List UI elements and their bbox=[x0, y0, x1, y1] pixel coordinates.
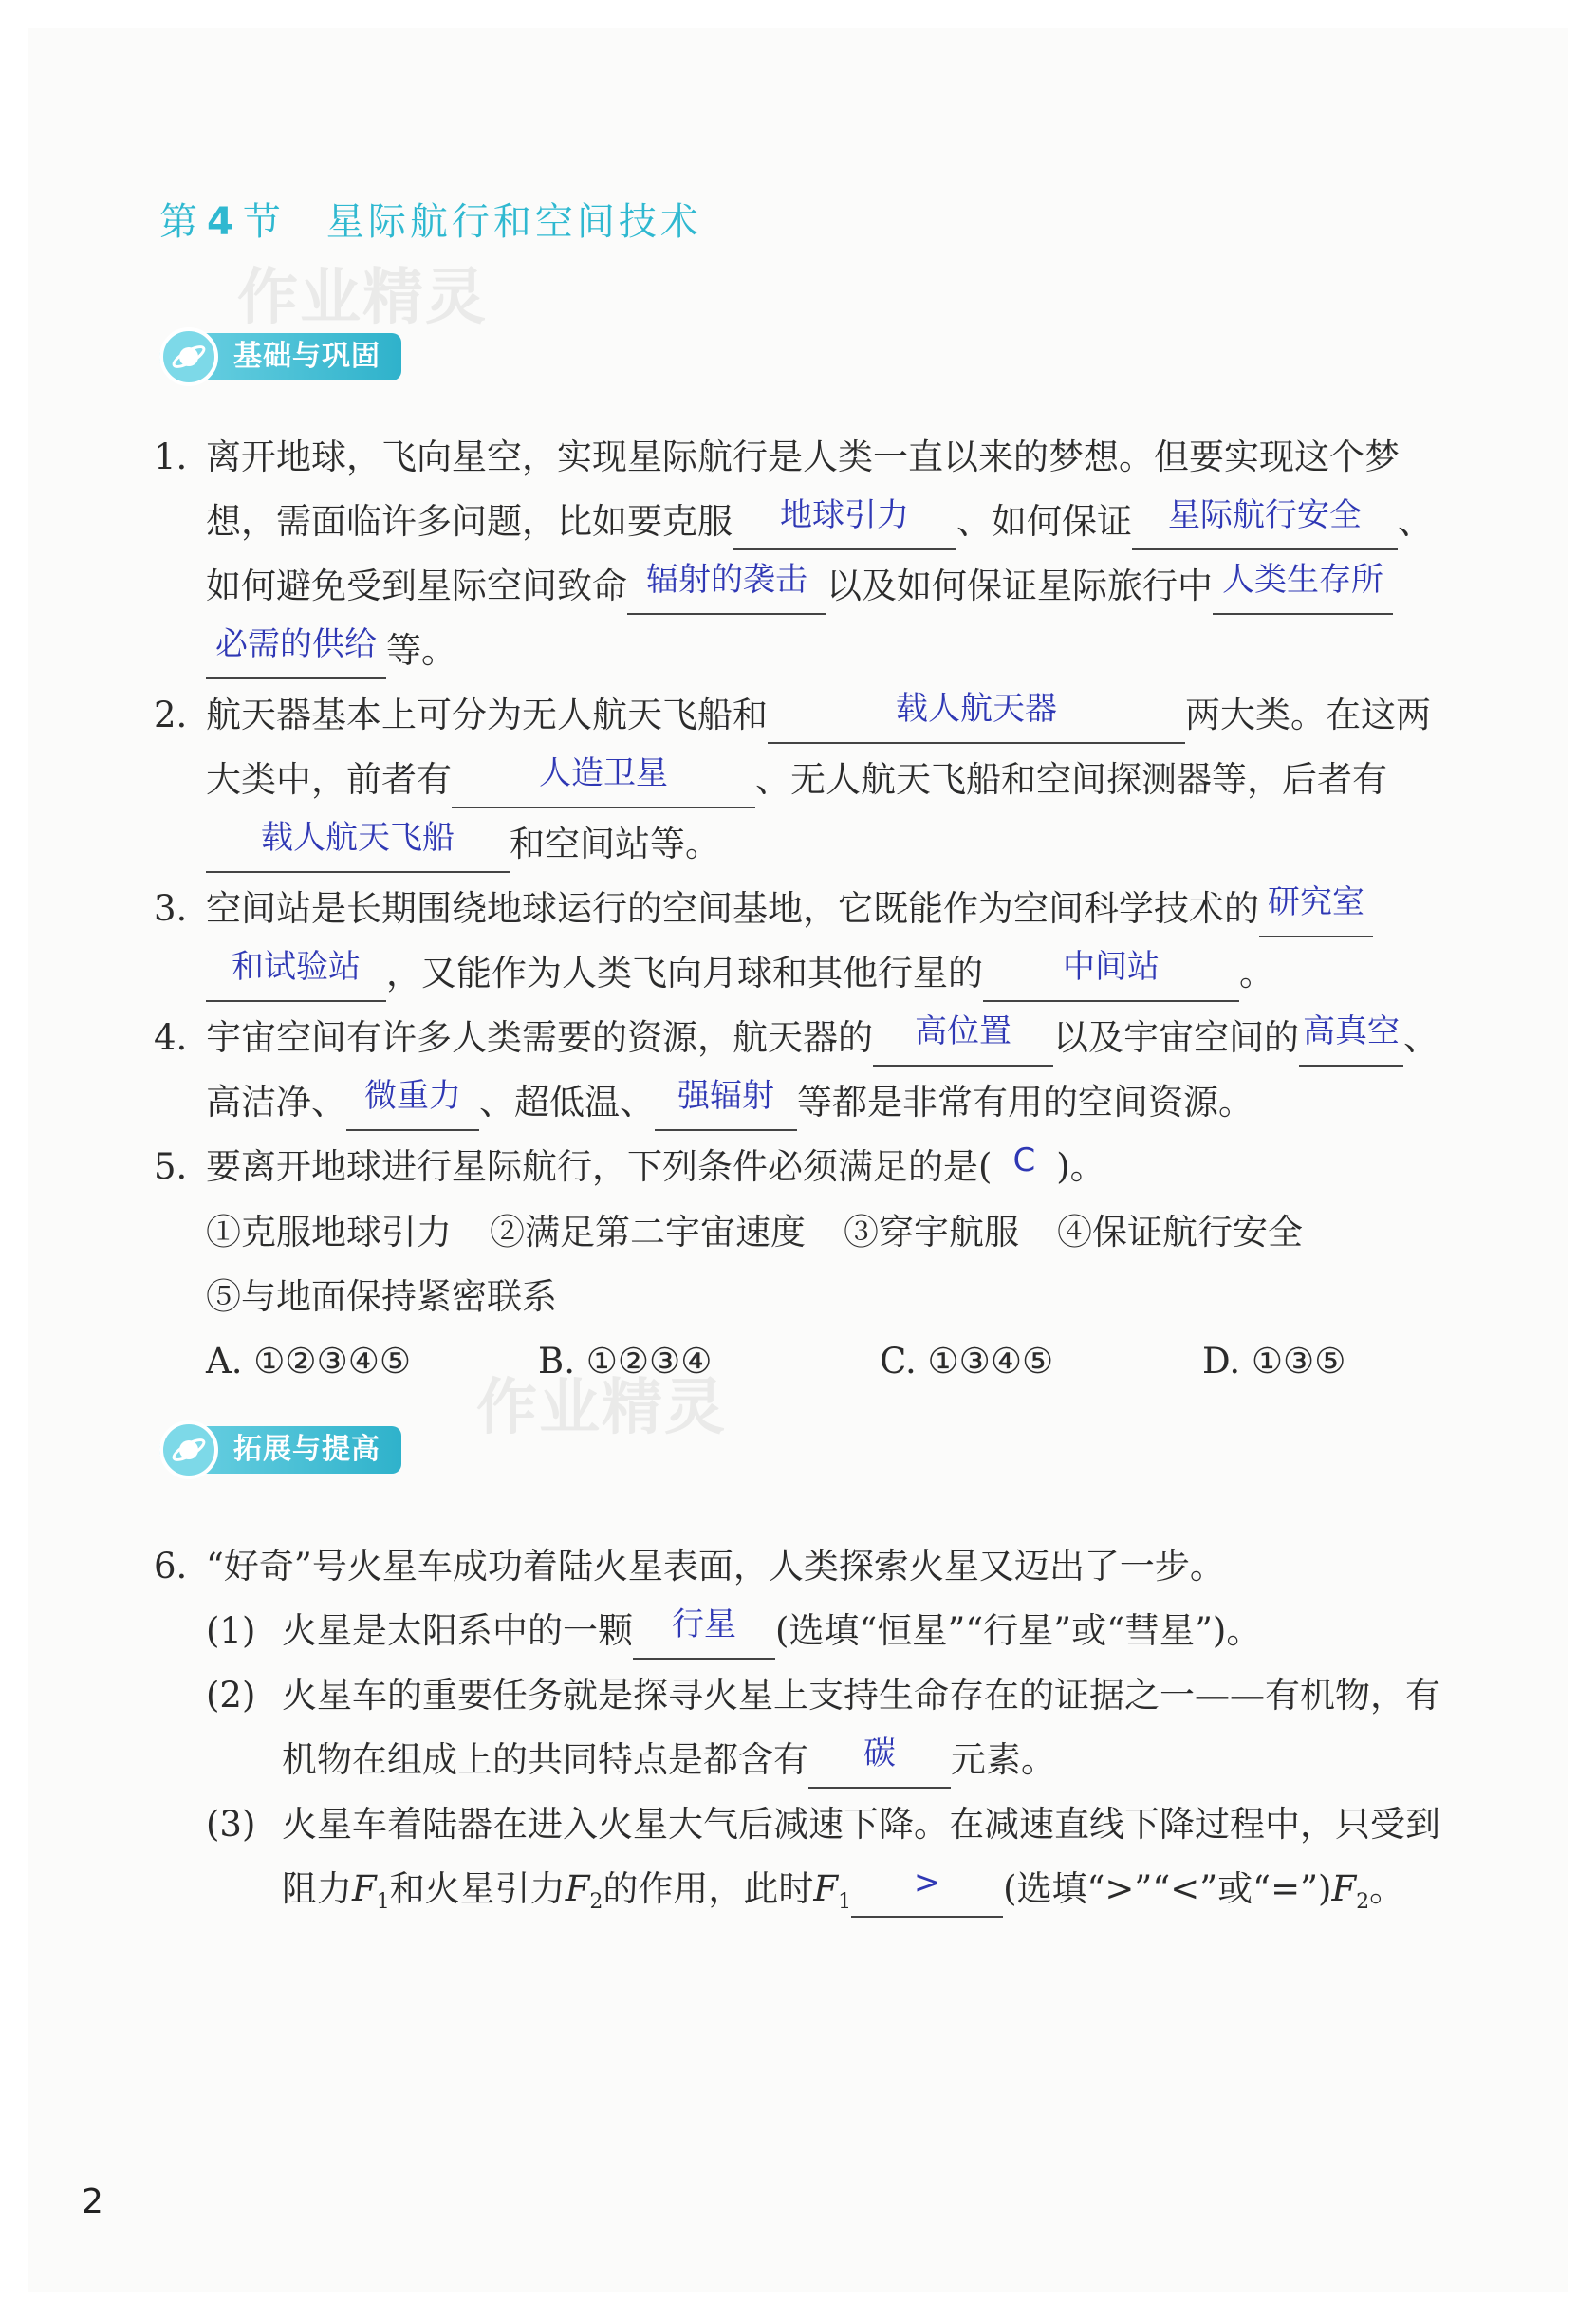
question-6 bbox=[154, 1534, 1463, 1935]
handwritten-answer: 必需的供给 bbox=[215, 625, 377, 663]
sub-question-number: (2) bbox=[206, 1675, 256, 1716]
section-label-basic: 基础与巩固 bbox=[233, 340, 380, 373]
answer-blank bbox=[206, 948, 386, 1002]
question-text: (选填“恒星”“行星”或“彗星”)。 bbox=[775, 1610, 1262, 1651]
condition-item: ②满足第二宇宙速度 bbox=[490, 1212, 806, 1253]
answer-blank bbox=[768, 690, 1185, 744]
sub-question-1 bbox=[206, 1599, 1463, 1663]
handwritten-answer: 高真空 bbox=[1303, 1012, 1400, 1050]
handwritten-answer: 人造卫星 bbox=[539, 754, 668, 792]
title-section: 第 bbox=[159, 200, 201, 244]
question-text: 等都是非常有用的空间资源。 bbox=[797, 1082, 1253, 1123]
question-text: 火星车的重要任务就是探寻火星上支持生命存在的证据之一——有机物，有机物在组成上的共同特点是都含有 bbox=[282, 1675, 1440, 1780]
question-text: 等。 bbox=[386, 630, 456, 671]
answer-blank bbox=[1132, 496, 1398, 550]
handwritten-answer: C bbox=[1012, 1141, 1036, 1179]
option-d: D. ①③⑤ bbox=[1202, 1341, 1346, 1382]
force-symbol: F bbox=[352, 1868, 377, 1909]
handwritten-answer: 微重力 bbox=[364, 1077, 461, 1115]
option-a: A. ①②③④⑤ bbox=[206, 1341, 412, 1382]
question-number: 4. bbox=[154, 1017, 188, 1058]
answer-blank bbox=[346, 1077, 479, 1131]
question-text: ，又能作为人类飞向月球和其他行星的 bbox=[386, 953, 983, 993]
answer-blank bbox=[206, 625, 386, 679]
question-number: 5. bbox=[154, 1146, 188, 1187]
watermark: 作业精灵 bbox=[237, 263, 488, 333]
condition-item: ④保证航行安全 bbox=[1057, 1212, 1303, 1253]
question-number: 2. bbox=[154, 695, 188, 735]
handwritten-answer: 中间站 bbox=[1063, 948, 1160, 986]
page-number: 2 bbox=[82, 2182, 103, 2221]
question-text: 。 bbox=[1369, 1868, 1405, 1909]
question-text: “好奇”号火星车成功着陆火星表面，人类探索火星又迈出了一步。 bbox=[206, 1546, 1225, 1587]
answer-blank bbox=[808, 1737, 951, 1789]
question-text: 离开地球，飞向星空，实现星际航行是人类一直以来的梦想。但要实现这个梦想，需面临许多问题，比如要克服 bbox=[206, 436, 1400, 542]
question-number: 6. bbox=[154, 1546, 188, 1587]
condition-item: ①克服地球引力 bbox=[206, 1212, 452, 1253]
answer-blank bbox=[851, 1866, 1003, 1918]
question-text: 要离开地球进行星际航行，下列条件必须满足的是( bbox=[206, 1146, 993, 1187]
question-text: 。 bbox=[1239, 953, 1274, 993]
question-text: 元素。 bbox=[951, 1739, 1056, 1780]
subscript: 1 bbox=[376, 1890, 390, 1914]
handwritten-answer: 辐射的袭击 bbox=[646, 561, 807, 599]
answer-blank bbox=[655, 1077, 797, 1131]
condition-item: ③穿宇航服 bbox=[844, 1212, 1019, 1253]
question-text: 的作用，此时 bbox=[603, 1868, 814, 1909]
handwritten-answer: 强辐射 bbox=[677, 1077, 774, 1115]
question-3 bbox=[154, 877, 1463, 1006]
question-5 bbox=[154, 1135, 1463, 1394]
handwritten-answer: 星际航行安全 bbox=[1168, 496, 1362, 534]
sub-question-2 bbox=[206, 1663, 1463, 1792]
exercise-content bbox=[154, 425, 1463, 1935]
title-name: 星际航行和空间技术 bbox=[325, 200, 702, 244]
question-text: )。 bbox=[1056, 1146, 1105, 1187]
handwritten-answer: 高位置 bbox=[915, 1012, 1011, 1050]
question-text: 、如何避免受到星际空间致命 bbox=[206, 501, 1433, 606]
handwritten-answer: > bbox=[913, 1864, 941, 1902]
condition-list bbox=[206, 1200, 1463, 1265]
section-title bbox=[159, 192, 702, 246]
handwritten-answer: 载人航天器 bbox=[896, 690, 1057, 728]
question-1 bbox=[154, 425, 1463, 683]
handwritten-answer: 人类生存所 bbox=[1222, 561, 1383, 599]
option-b: B. ①②③④ bbox=[538, 1341, 713, 1382]
question-text: (选填“>”“<”或“=”) bbox=[1003, 1868, 1332, 1909]
handwritten-answer: 地球引力 bbox=[780, 496, 909, 534]
watermark: 作业精灵 bbox=[476, 1373, 727, 1443]
question-4 bbox=[154, 1006, 1463, 1135]
answer-blank bbox=[633, 1605, 775, 1660]
answer-blank bbox=[627, 561, 826, 615]
answer-blank bbox=[452, 754, 755, 808]
sub-question-number: (3) bbox=[206, 1804, 256, 1845]
sub-question-number: (1) bbox=[206, 1610, 256, 1651]
question-text: 以及如何保证星际旅行中 bbox=[826, 566, 1213, 606]
question-text: 和空间站等。 bbox=[510, 824, 720, 864]
answer-options bbox=[206, 1329, 1463, 1394]
answer-blank bbox=[733, 496, 956, 550]
title-unit: 节 bbox=[242, 200, 285, 244]
question-text: 航天器基本上可分为无人航天飞船和 bbox=[206, 695, 768, 735]
answer-blank bbox=[1213, 561, 1393, 615]
handwritten-answer: 载人航天飞船 bbox=[261, 819, 455, 857]
question-text: 宇宙空间有许多人类需要的资源，航天器的 bbox=[206, 1017, 873, 1058]
section-banner-basic bbox=[159, 328, 401, 385]
section-label-extend: 拓展与提高 bbox=[233, 1433, 380, 1466]
answer-blank bbox=[1259, 883, 1373, 937]
question-text: 和火星引力 bbox=[389, 1868, 566, 1909]
question-text: 火星车着陆器在进入火星大气后减速下降。在减速直线下降过程中，只受到阻力 bbox=[282, 1804, 1440, 1909]
subscript: 2 bbox=[1356, 1890, 1370, 1914]
handwritten-answer: 行星 bbox=[672, 1605, 736, 1643]
question-number: 1. bbox=[154, 436, 188, 477]
handwritten-answer: 碳 bbox=[863, 1735, 896, 1772]
question-text: 、如何保证 bbox=[956, 501, 1132, 542]
question-text: 以及宇宙空间的 bbox=[1053, 1017, 1299, 1058]
question-text: 、无人航天飞船和空间探测器等，后者有 bbox=[755, 759, 1387, 800]
force-symbol: F bbox=[813, 1868, 839, 1909]
question-text: 火星是太阳系中的一颗 bbox=[282, 1610, 633, 1651]
handwritten-answer: 研究室 bbox=[1268, 883, 1364, 921]
option-c: C. ①③④⑤ bbox=[880, 1341, 1054, 1382]
question-text: 两大类。在这两大类中，前者有 bbox=[206, 695, 1431, 800]
question-text: 、高洁净、 bbox=[206, 1017, 1438, 1123]
answer-blank bbox=[983, 948, 1239, 1002]
question-number: 3. bbox=[154, 888, 188, 929]
question-text: 空间站是长期围绕地球运行的空间基地，它既能作为空间科学技术的 bbox=[206, 888, 1259, 929]
condition-item: ⑤与地面保持紧密联系 bbox=[206, 1276, 557, 1317]
title-number: 4 bbox=[207, 200, 237, 244]
question-text: 、超低温、 bbox=[479, 1082, 655, 1123]
sub-question-3 bbox=[206, 1792, 1463, 1935]
answer-blank bbox=[1299, 1012, 1403, 1067]
answer-blank bbox=[206, 819, 510, 873]
handwritten-answer: 和试验站 bbox=[232, 948, 361, 986]
subscript: 2 bbox=[589, 1890, 603, 1914]
subscript: 1 bbox=[838, 1890, 852, 1914]
question-2 bbox=[154, 683, 1463, 877]
answer-blank bbox=[873, 1012, 1053, 1067]
force-symbol: F bbox=[1331, 1868, 1357, 1909]
force-symbol: F bbox=[565, 1868, 590, 1909]
planet-icon bbox=[159, 327, 218, 386]
